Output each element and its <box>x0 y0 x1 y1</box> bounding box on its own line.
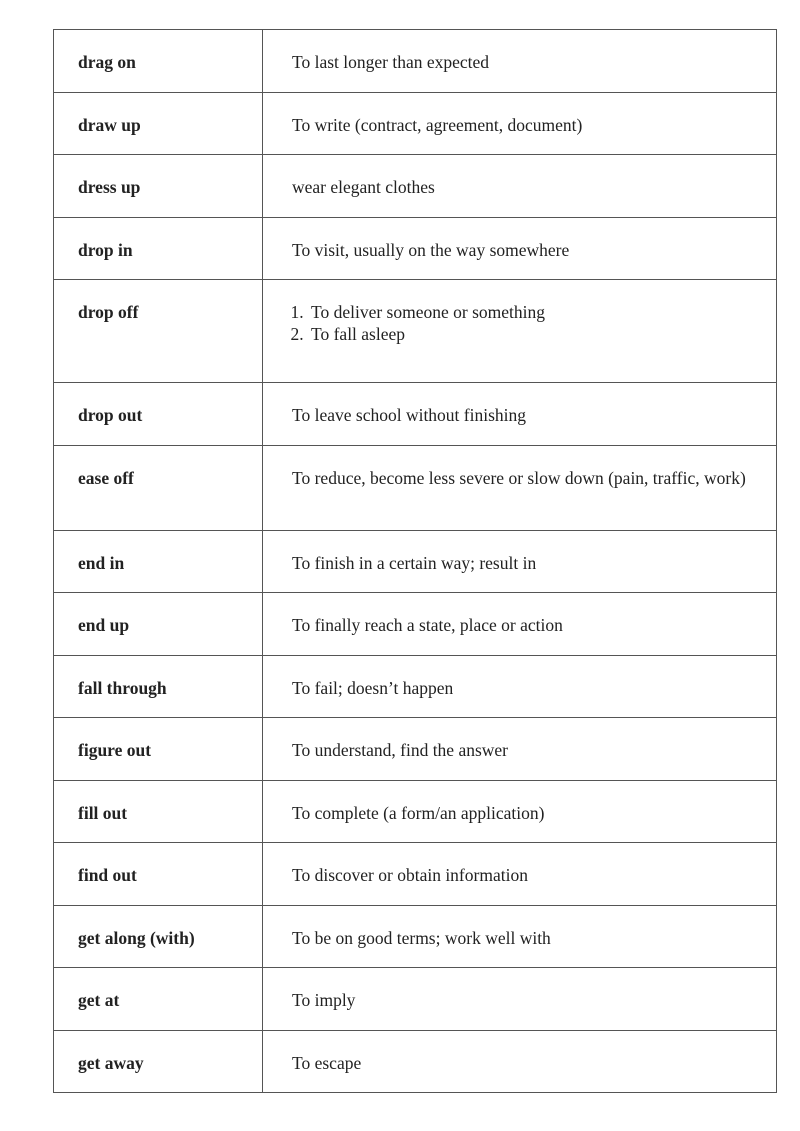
table-row <box>54 218 777 280</box>
phrasal-verb: end in <box>54 531 263 593</box>
definition: To imply <box>263 968 777 1031</box>
phrasal-verbs-table <box>53 29 777 1093</box>
phrasal-verb: figure out <box>54 718 263 781</box>
definition: To write (contract, agreement, document) <box>263 93 777 155</box>
table-row <box>54 781 777 843</box>
table-row <box>54 656 777 718</box>
table-row <box>54 843 777 906</box>
table-row <box>54 30 777 93</box>
definition: To finish in a certain way; result in <box>263 531 777 593</box>
definition: To leave school without finishing <box>263 383 777 446</box>
list-item: 1. To deliver someone or something <box>308 301 750 323</box>
table-row <box>54 93 777 155</box>
phrasal-verb: end up <box>54 593 263 656</box>
phrasal-verb: draw up <box>54 93 263 155</box>
phrasal-verb: find out <box>54 843 263 906</box>
table-row <box>54 1031 777 1093</box>
phrasal-verb: ease off <box>54 446 263 531</box>
definition: To discover or obtain information <box>263 843 777 906</box>
definition: To fail; doesn’t happen <box>263 656 777 718</box>
table-row <box>54 593 777 656</box>
phrasal-verb: fill out <box>54 781 263 843</box>
list-item: 2. To fall asleep <box>308 323 750 345</box>
phrasal-verb: drop out <box>54 383 263 446</box>
phrasal-verb: drop in <box>54 218 263 280</box>
phrasal-verb: drag on <box>54 30 263 93</box>
definition: To reduce, become less severe or slow down (pain, traffic, work) <box>263 446 777 531</box>
definition-list <box>292 301 750 345</box>
definition <box>263 280 777 383</box>
definition: To escape <box>263 1031 777 1093</box>
phrasal-verb: fall through <box>54 656 263 718</box>
table-row <box>54 383 777 446</box>
definition: wear elegant clothes <box>263 155 777 218</box>
definition: To last longer than expected <box>263 30 777 93</box>
definition: To finally reach a state, place or action <box>263 593 777 656</box>
definition: To be on good terms; work well with <box>263 906 777 968</box>
phrasal-verb: drop off <box>54 280 263 383</box>
phrasal-verb: get away <box>54 1031 263 1093</box>
table-row <box>54 968 777 1031</box>
table-row <box>54 531 777 593</box>
phrasal-verb: get at <box>54 968 263 1031</box>
definition: To understand, find the answer <box>263 718 777 781</box>
phrasal-verb: get along (with) <box>54 906 263 968</box>
table-row <box>54 906 777 968</box>
table-row <box>54 718 777 781</box>
table-row <box>54 446 777 531</box>
table-row <box>54 155 777 218</box>
definition: To complete (a form/an application) <box>263 781 777 843</box>
definition: To visit, usually on the way somewhere <box>263 218 777 280</box>
phrasal-verb: dress up <box>54 155 263 218</box>
table-row <box>54 280 777 383</box>
